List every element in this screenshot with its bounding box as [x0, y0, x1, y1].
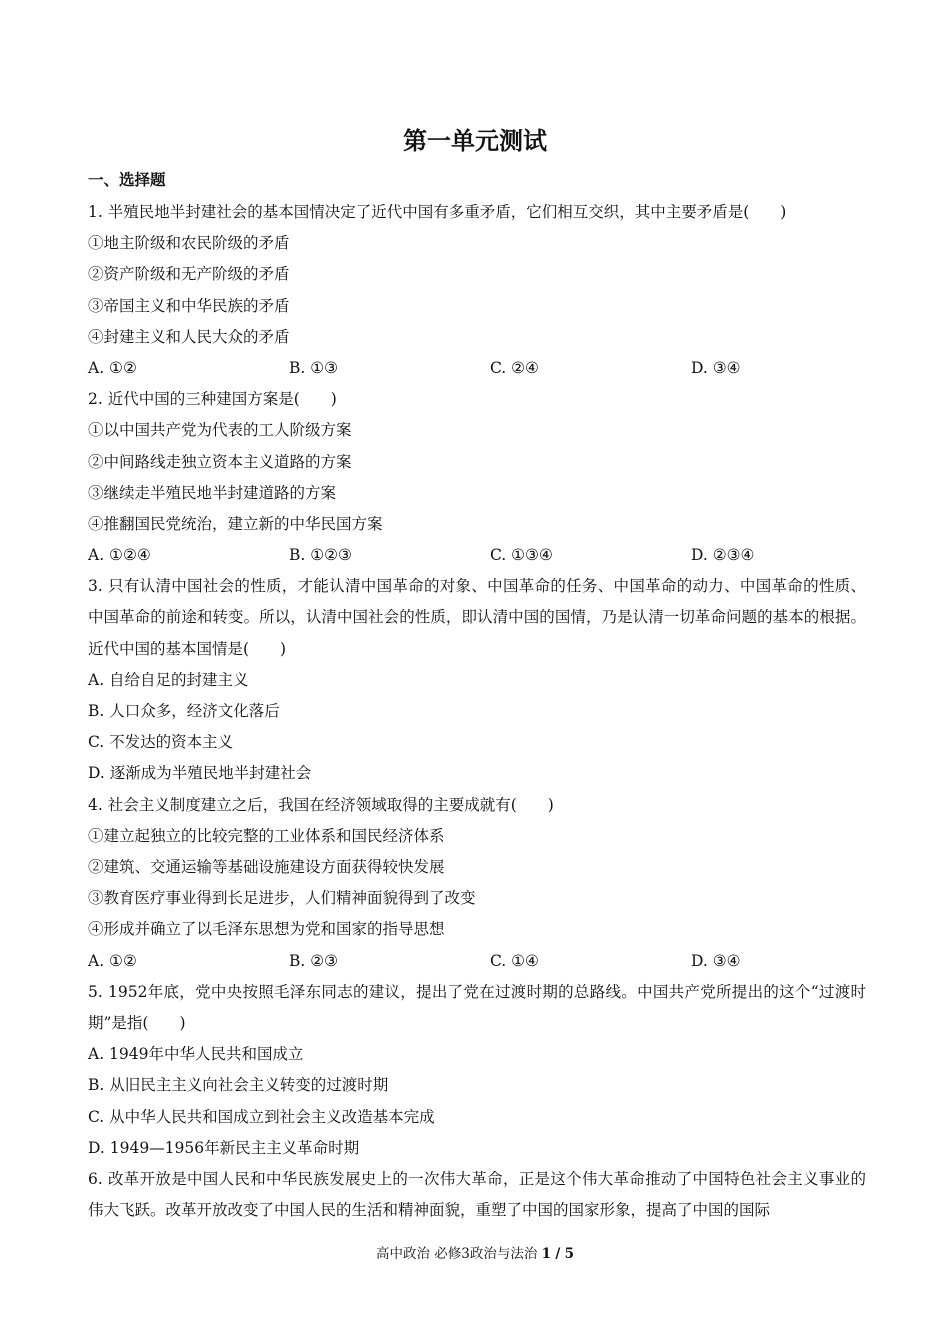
question-1 — [88, 197, 866, 384]
question-item: ②建筑、交通运输等基础设施建设方面获得较快发展 — [88, 857, 445, 876]
option-b: B. 人口众多，经济文化落后 — [88, 702, 280, 721]
question-6 — [88, 1164, 866, 1226]
page-number: 1 — [541, 1246, 552, 1262]
question-list — [88, 197, 866, 1226]
option-b: B. ①②③ — [289, 546, 352, 565]
footer-subject: 高中政治 必修3政治与法治 — [375, 1246, 538, 1262]
option-a: A. ①② — [88, 951, 137, 970]
option-c: C. ②④ — [490, 358, 539, 377]
answer-options — [88, 540, 866, 571]
question-5 — [88, 977, 866, 1164]
question-item: ①以中国共产党为代表的工人阶级方案 — [88, 421, 352, 440]
option-d: D. ②③④ — [691, 546, 755, 565]
question-item: ③帝国主义和中华民族的矛盾 — [88, 296, 290, 315]
section-heading: 一、选择题 — [88, 170, 166, 189]
page-total: 5 — [564, 1246, 575, 1262]
question-stem: 5. 1952年底，党中央按照毛泽东同志的建议，提出了党在过渡时期的总路线。中国共产党所提出的这个“过渡时期”是指( ) — [88, 982, 866, 1032]
question-stem: 2. 近代中国的三种建国方案是( ) — [88, 390, 337, 409]
question-item: ③教育医疗事业得到长足进步，人们精神面貌得到了改变 — [88, 889, 476, 908]
question-3 — [88, 571, 866, 789]
question-2 — [88, 384, 866, 571]
question-item: ①地主阶级和农民阶级的矛盾 — [88, 234, 290, 253]
question-item: ④形成并确立了以毛泽东思想为党和国家的指导思想 — [88, 920, 445, 939]
option-d: D. ③④ — [691, 951, 741, 970]
answer-options — [88, 946, 866, 977]
answer-options — [88, 353, 866, 384]
option-a: A. ①② — [88, 358, 137, 377]
option-d: D. 逐渐成为半殖民地半封建社会 — [88, 764, 312, 783]
page-title: 第一单元测试 — [403, 126, 547, 155]
question-item: ①建立起独立的比较完整的工业体系和国民经济体系 — [88, 826, 445, 845]
option-c: C. 不发达的资本主义 — [88, 733, 234, 752]
question-stem: 6. 改革开放是中国人民和中华民族发展史上的一次伟大革命，正是这个伟大革命推动了中国特色社会主义事业的伟大飞跃。改革开放改变了中国人民的生活和精神面貌，重塑了中国的国家形象，提高了中国的国际 — [88, 1169, 866, 1220]
option-d: D. ③④ — [691, 358, 741, 377]
option-a: A. 1949年中华人民共和国成立 — [88, 1045, 304, 1064]
option-c: C. ①③④ — [490, 546, 553, 565]
question-item: ④封建主义和人民大众的矛盾 — [88, 327, 290, 346]
question-4 — [88, 790, 866, 977]
option-a: A. ①②④ — [88, 546, 151, 565]
option-b: B. ①③ — [289, 358, 339, 377]
question-item: ②资产阶级和无产阶级的矛盾 — [88, 265, 290, 284]
question-stem: 4. 社会主义制度建立之后，我国在经济领域取得的主要成就有( ) — [88, 795, 554, 814]
option-d: D. 1949—1956年新民主主义革命时期 — [88, 1138, 360, 1157]
page-separator: / — [555, 1246, 561, 1262]
question-stem: 1. 半殖民地半封建社会的基本国情决定了近代中国有多重矛盾，它们相互交织，其中主要矛盾是( ) — [88, 203, 787, 221]
question-item: ③继续走半殖民地半封建道路的方案 — [88, 483, 337, 502]
question-item: ②中间路线走独立资本主义道路的方案 — [88, 452, 352, 471]
option-b: B. ②③ — [289, 951, 339, 970]
question-stem: 3. 只有认清中国社会的性质，才能认清中国革命的对象、中国革命的任务、中国革命的动力、中国革命的性质、中国革命的前途和转变。所以，认清中国社会的性质，即认清中国的国情，乃是认清一切革命问题的基本的根据。近代中国的基本国情是( ) — [88, 577, 866, 658]
option-b: B. 从旧民主主义向社会主义转变的过渡时期 — [88, 1076, 389, 1095]
option-c: C. ①④ — [490, 951, 539, 970]
question-item: ④推翻国民党统治，建立新的中华民国方案 — [88, 514, 383, 533]
option-a: A. 自给自足的封建主义 — [88, 670, 249, 689]
page-footer — [0, 1244, 950, 1264]
option-c: C. 从中华人民共和国成立到社会主义改造基本完成 — [88, 1107, 435, 1126]
